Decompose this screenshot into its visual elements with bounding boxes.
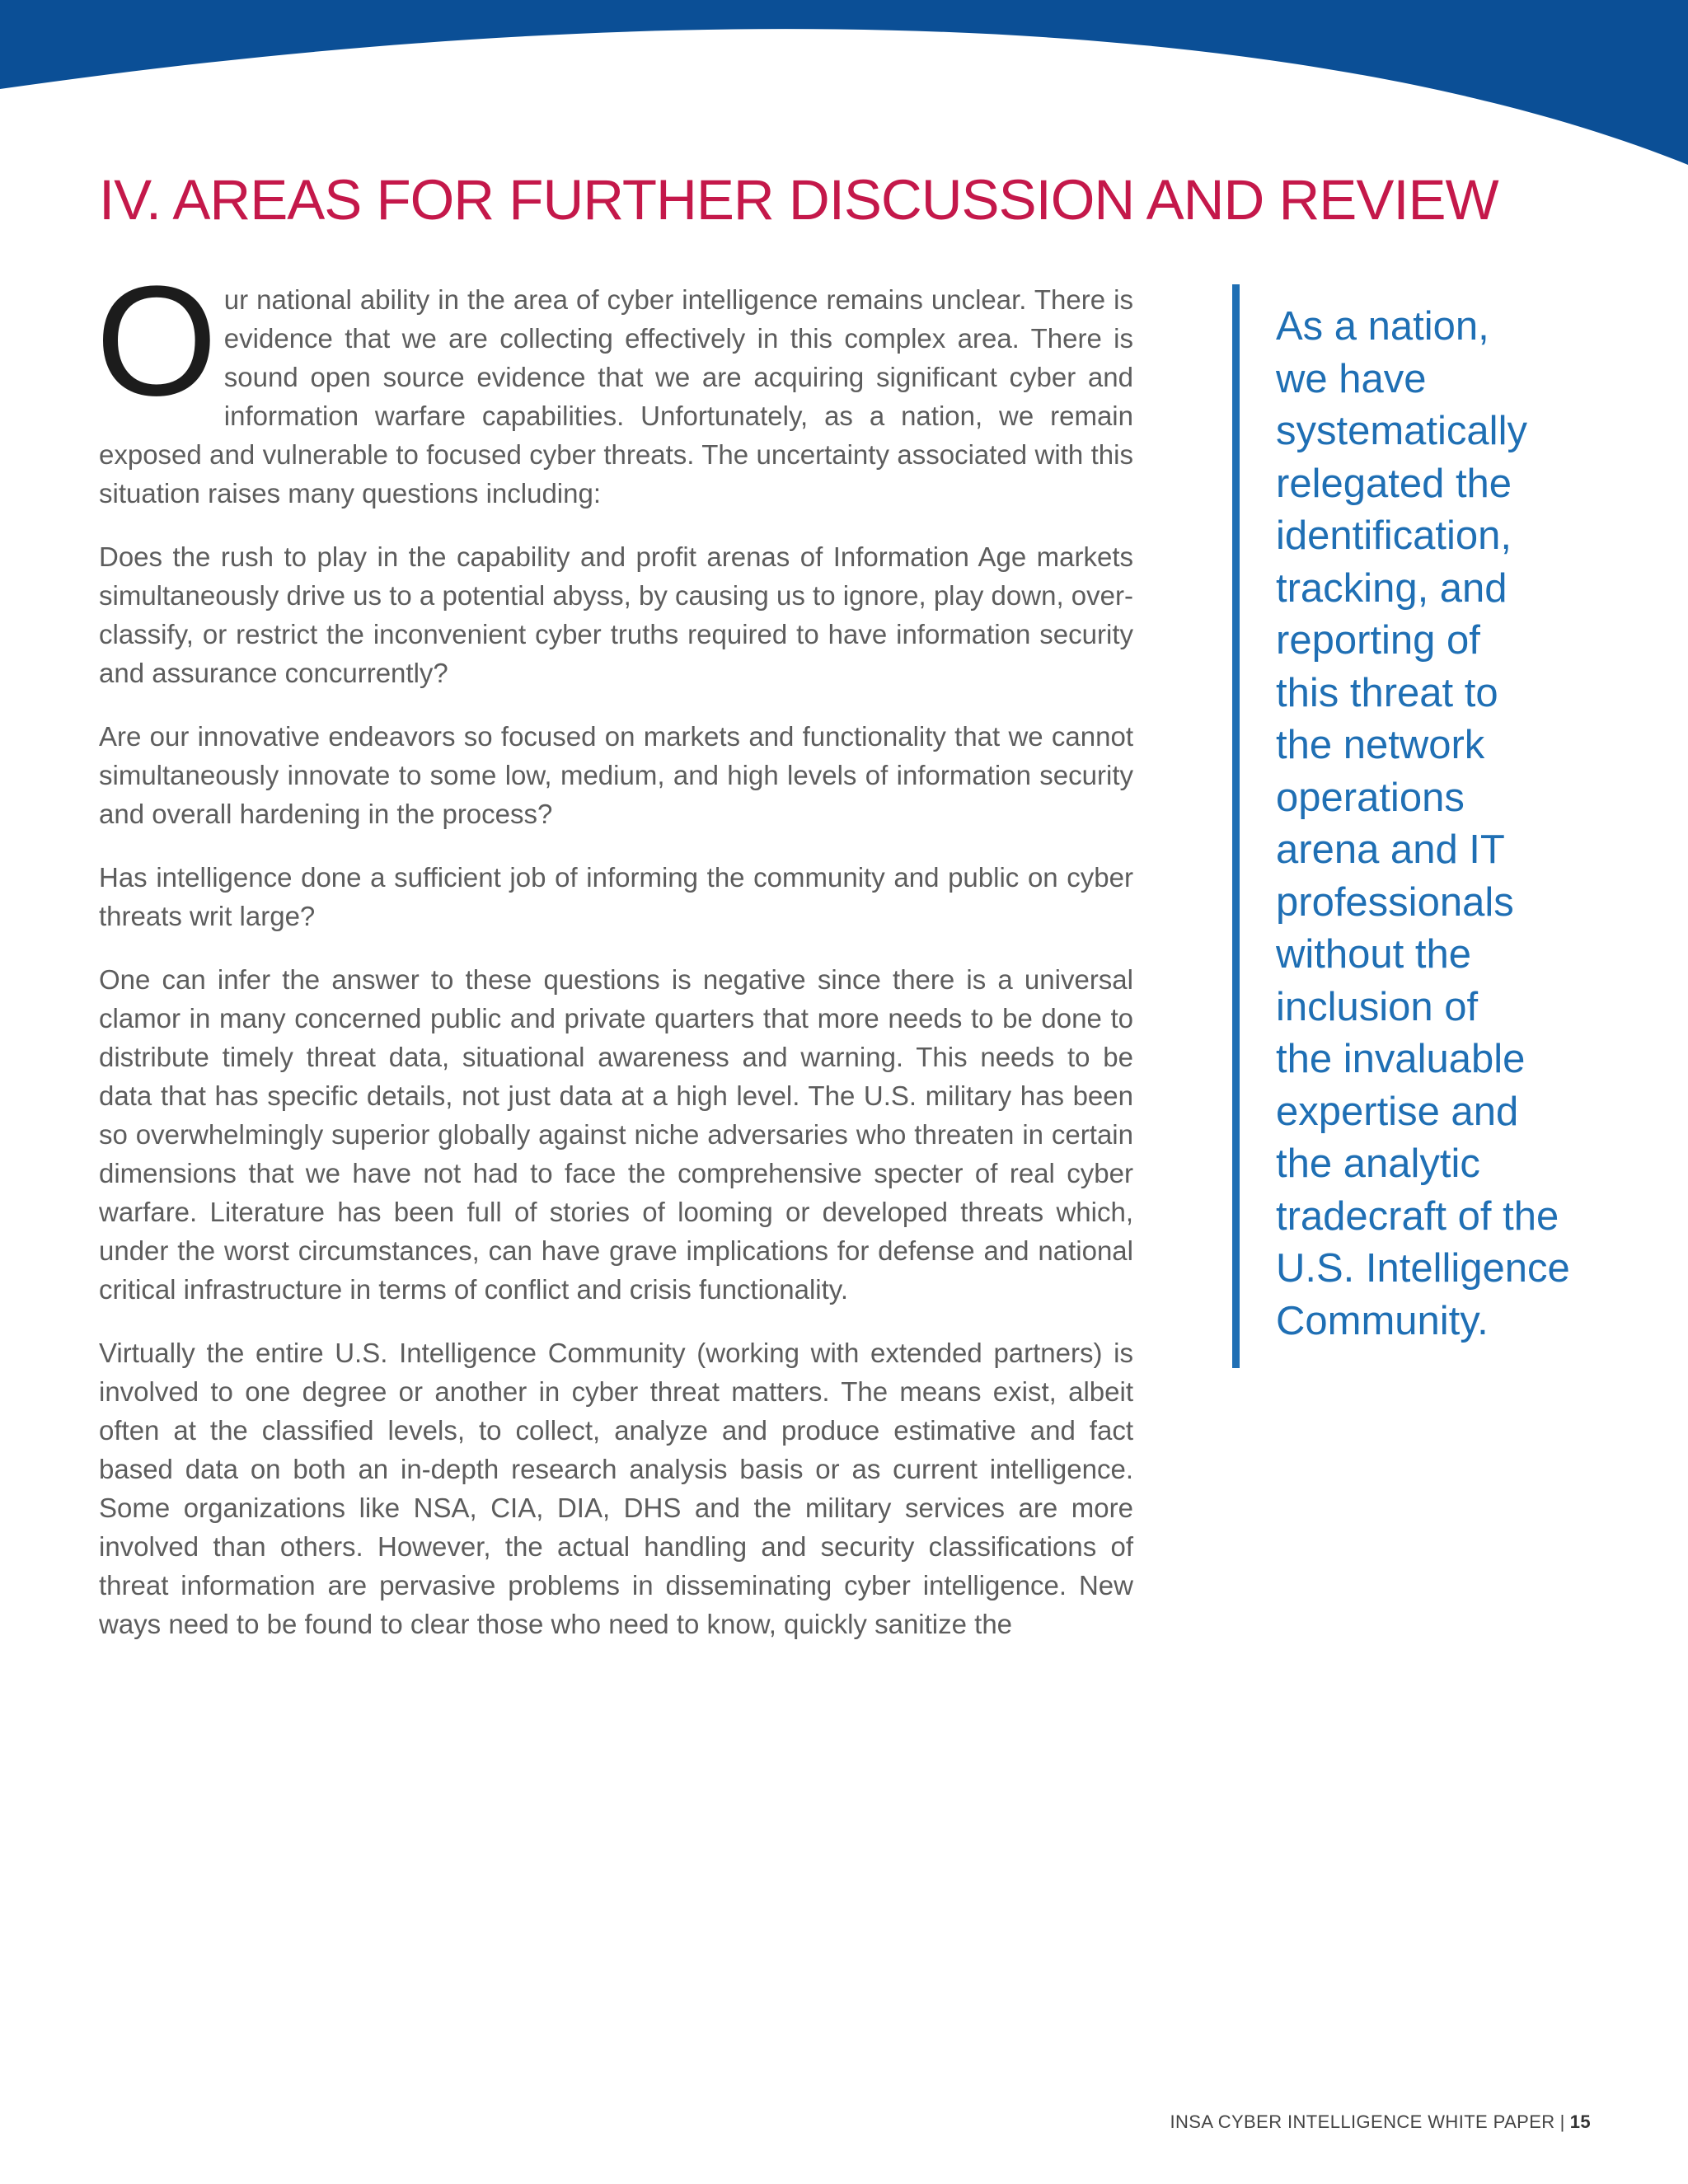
section-title: IV. AREAS FOR FURTHER DISCUSSION AND REVIEW (99, 168, 1498, 232)
pull-quote (1232, 284, 1578, 1368)
body-paragraph-5: One can infer the answer to these questions is negative since there is a universal clamor in many concerned public and private quarters that more needs to be done to distribute timely threat data, situational awareness and warning. This needs to be data that has specific details, not just data at a high level. The U.S. military has been so overwhelmingly superior globally against niche adversaries who threaten in certain dimensions that we have not had to face the comprehensive specter of real cyber warfare. Literature has been full of stories of looming or developed threats which, under the worst circumstances, can have grave implications for defense and national critical infrastructure in terms of conflict and crisis functionality. (99, 964, 1133, 1305)
publication-name: INSA CYBER INTELLIGENCE WHITE PAPER (1170, 2111, 1555, 2132)
body-paragraph-6: Virtually the entire U.S. Intelligence Community (working with extended partners) is involved to one degree or another in cyber threat matters. The means exist, albeit often at the classified levels, to collect, analyze and produce estimative and fact based data on both an in-depth research analysis basis or as current intelligence. Some organizations like NSA, CIA, DIA, DHS and the military services are more involved than others. However, the actual handling and security classifications of threat information are pervasive problems in disseminating cyber intelligence. New ways need to be found to clear those who need to know, quickly sanitize the (99, 1338, 1133, 1639)
footer-separator: | (1559, 2111, 1565, 2132)
page-footer (1170, 2111, 1591, 2133)
banner-swoosh (0, 0, 1688, 165)
page-number: 15 (1569, 2111, 1591, 2132)
paragraph-text: ur national ability in the area of cyber intelligence remains unclear. There is evidence that we are collecting effectively in this complex area. There is sound open source evidence that we are acquiring significant cyber and information warfare capabilities. Unfortunately, as a nation, we remain exposed and vulnerable to focused cyber threats. The uncertainty associated with this situation raises many questions including: (99, 284, 1133, 509)
body-paragraph-2: Does the rush to play in the capability and profit arenas of Information Age markets simultaneously drive us to a potential abyss, by causing us to ignore, play down, over-classify, or restrict the inconvenient cyber truths required to have information security and assurance concurrently? (99, 541, 1133, 688)
body-paragraph-3: Are our innovative endeavors so focused on markets and functionality that we cannot simultaneously innovate to some low, medium, and high levels of information security and overall hardening in the process? (99, 721, 1133, 829)
drop-cap: O (96, 254, 218, 429)
body-text-column (96, 254, 1133, 1668)
header-banner (0, 0, 1688, 165)
body-paragraph-4: Has intelligence done a sufficient job of informing the community and public on cyber threats writ large? (99, 862, 1133, 931)
body-paragraph-1 (96, 254, 1133, 513)
pull-quote-text: As a nation, we have systematically relegated the identification, tracking, and reporting of this threat to the network operations arena and IT professionals without the inclusion of the invaluable expertise and the analytic tradecraft of the U.S. Intelligence Community. (1276, 304, 1570, 1343)
